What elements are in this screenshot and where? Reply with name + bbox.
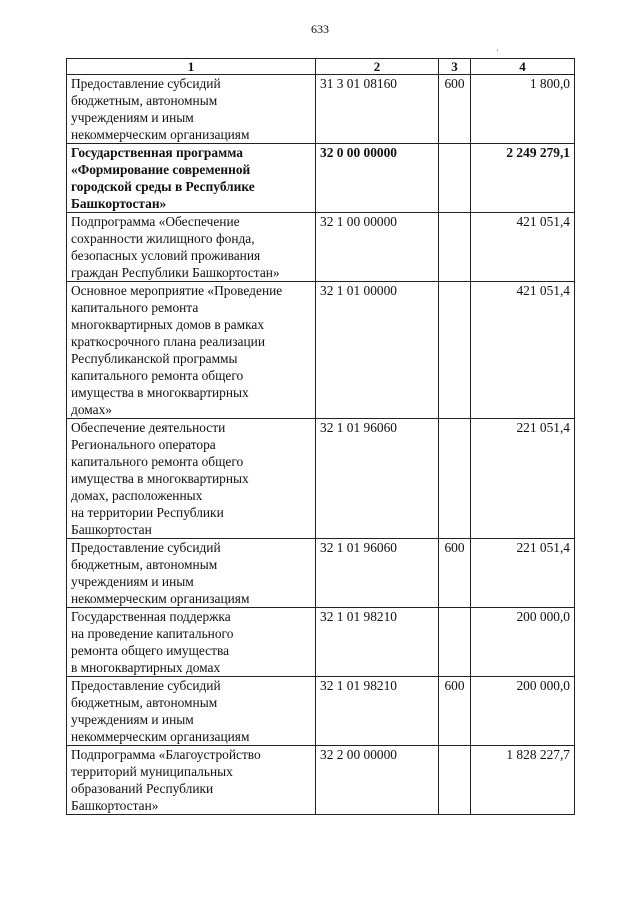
row-name-line: бюджетным, автономным xyxy=(71,557,218,572)
table-row xyxy=(67,677,575,746)
row-kind xyxy=(439,419,471,539)
row-code: 32 1 01 00000 xyxy=(316,282,439,419)
row-code: 32 1 01 96060 xyxy=(316,539,439,608)
row-name-line: капитального ремонта xyxy=(71,300,199,315)
row-kind xyxy=(439,144,471,213)
row-kind: 600 xyxy=(439,539,471,608)
table-row xyxy=(67,608,575,677)
row-name xyxy=(67,144,316,213)
table-row xyxy=(67,282,575,419)
table-row xyxy=(67,213,575,282)
table-row xyxy=(67,539,575,608)
row-name-line: территорий муниципальных xyxy=(71,764,233,779)
row-name-line: Подпрограмма «Благоустройство xyxy=(71,747,261,762)
row-name-line: учреждениям и иным xyxy=(71,574,194,589)
row-name-line: сохранности жилищного фонда, xyxy=(71,231,255,246)
row-name xyxy=(67,539,316,608)
row-kind xyxy=(439,282,471,419)
row-kind xyxy=(439,746,471,815)
row-name-line: имущества в многоквартирных xyxy=(71,385,249,400)
row-name-line: городской среды в Республике xyxy=(71,179,255,194)
row-name-line: капитального ремонта общего xyxy=(71,368,244,383)
row-code: 32 1 01 96060 xyxy=(316,419,439,539)
row-code: 32 1 01 98210 xyxy=(316,608,439,677)
scan-mark: ' xyxy=(497,48,499,57)
row-name-line: многоквартирных домов в рамках xyxy=(71,317,265,332)
row-name-line: Подпрограмма «Обеспечение xyxy=(71,214,240,229)
row-name-line: учреждениям и иным xyxy=(71,712,194,727)
header-col-1: 1 xyxy=(67,59,316,75)
row-name-line: Предоставление субсидий xyxy=(71,678,221,693)
row-name xyxy=(67,419,316,539)
header-col-4: 4 xyxy=(471,59,575,75)
row-name-line: некоммерческим организациям xyxy=(71,729,250,744)
row-kind xyxy=(439,213,471,282)
row-sum: 1 800,0 xyxy=(471,75,575,144)
row-sum: 421 051,4 xyxy=(471,213,575,282)
row-name-line: Основное мероприятие «Проведение xyxy=(71,283,283,298)
row-name-line: Государственная программа xyxy=(71,145,243,160)
row-name xyxy=(67,75,316,144)
row-code: 32 0 00 00000 xyxy=(316,144,439,213)
row-sum: 200 000,0 xyxy=(471,608,575,677)
table-row xyxy=(67,75,575,144)
row-name-line: бюджетным, автономным xyxy=(71,93,218,108)
table-header-row xyxy=(67,59,575,75)
row-name-line: на территории Республики xyxy=(71,505,224,520)
row-name-line: Обеспечение деятельности xyxy=(71,420,226,435)
row-sum: 1 828 227,7 xyxy=(471,746,575,815)
row-code: 31 3 01 08160 xyxy=(316,75,439,144)
table-row xyxy=(67,419,575,539)
row-name-line: Башкортостан» xyxy=(71,196,167,211)
row-name-line: «Формирование современной xyxy=(71,162,251,177)
page-number: 633 xyxy=(311,22,329,36)
row-name-line: образований Республики xyxy=(71,781,214,796)
row-kind xyxy=(439,608,471,677)
row-sum: 221 051,4 xyxy=(471,539,575,608)
row-code: 32 1 00 00000 xyxy=(316,213,439,282)
row-name-line: на проведение капитального xyxy=(71,626,234,641)
header-col-3: 3 xyxy=(439,59,471,75)
row-name-line: Башкортостан» xyxy=(71,798,159,813)
row-name xyxy=(67,213,316,282)
row-name-line: домах, расположенных xyxy=(71,488,203,503)
row-name-line: капитального ремонта общего xyxy=(71,454,244,469)
row-name-line: ремонта общего имущества xyxy=(71,643,230,658)
row-name-line: бюджетным, автономным xyxy=(71,695,218,710)
row-kind: 600 xyxy=(439,75,471,144)
row-sum: 2 249 279,1 xyxy=(471,144,575,213)
table-row xyxy=(67,746,575,815)
row-sum: 200 000,0 xyxy=(471,677,575,746)
row-name-line: краткосрочного плана реализации xyxy=(71,334,265,349)
budget-table xyxy=(66,58,575,815)
header-col-2: 2 xyxy=(316,59,439,75)
row-name-line: граждан Республики Башкортостан» xyxy=(71,265,280,280)
row-name-line: Государственная поддержка xyxy=(71,609,231,624)
row-name-line: безопасных условий проживания xyxy=(71,248,261,263)
row-name-line: некоммерческим организациям xyxy=(71,127,250,142)
row-name-line: учреждениям и иным xyxy=(71,110,194,125)
row-code: 32 2 00 00000 xyxy=(316,746,439,815)
row-name-line: в многоквартирных домах xyxy=(71,660,221,675)
row-name-line: Башкортостан xyxy=(71,522,152,537)
row-sum: 421 051,4 xyxy=(471,282,575,419)
row-name-line: Регионального оператора xyxy=(71,437,216,452)
row-name-line: домах» xyxy=(71,402,112,417)
row-sum: 221 051,4 xyxy=(471,419,575,539)
row-name xyxy=(67,677,316,746)
row-name-line: некоммерческим организациям xyxy=(71,591,250,606)
table-body xyxy=(67,75,575,815)
row-name-line: Предоставление субсидий xyxy=(71,76,221,91)
table-row xyxy=(67,144,575,213)
row-code: 32 1 01 98210 xyxy=(316,677,439,746)
row-name xyxy=(67,746,316,815)
row-name xyxy=(67,608,316,677)
row-name-line: Предоставление субсидий xyxy=(71,540,221,555)
row-name xyxy=(67,282,316,419)
row-name-line: имущества в многоквартирных xyxy=(71,471,249,486)
row-name-line: Республиканской программы xyxy=(71,351,238,366)
row-kind: 600 xyxy=(439,677,471,746)
